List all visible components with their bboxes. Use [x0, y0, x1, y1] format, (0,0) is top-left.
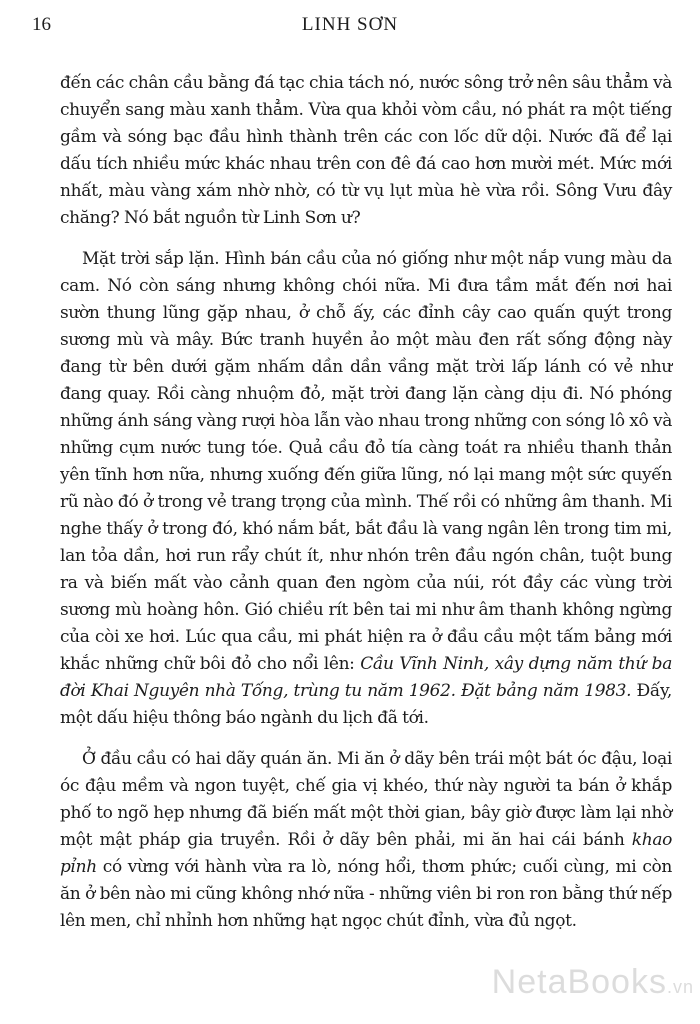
paragraph-1-text: đến các chân cầu bằng đá tạc chia tách nó, nước sông trở nên sâu thẳm và chuyển sang màu xanh thẳm. Vừa qua khỏi vòm cầu, nó phát ra một tiếng gầm và sóng bạc đầu hình thành trên các con lốc dữ dội. Nước đã để lại dấu tích nhiều mức khác nhau trên con đê đá cao hơn mười mét. Mức mới nhất, màu vàng xám nhờ nhờ, có từ vụ lụt mùa hè vừa rồi. Sông Vưu đây chăng? Nó bắt nguồn từ Linh Sơn ư? — [60, 73, 672, 228]
publisher-watermark — [492, 963, 694, 1002]
watermark-text: NetaBooks — [491, 963, 667, 1001]
paragraph-3-text: Ở đầu cầu có hai dãy quán ăn. Mi ăn ở dãy bên trái một bát óc đậu, loại óc đậu mềm và ngon tuyệt, chế gia vị khéo, thứ này người ta bán ở khắp phố to ngõ hẹp nhưng đã biến mất một thời gian, bây giờ được làm lại nhờ một mật pháp gia truyền. Rồi ở dãy bên phải, mi ăn hai cái bánh — [60, 749, 672, 850]
paragraph-3-ending: có vừng với hành vừa ra lò, nóng hổi, thơm phức; cuối cùng, mi còn ăn ở bên nào mi cũng không nhớ nữa - những viên bi ron ron bằng thứ nếp lên men, chỉ nhỉnh hơn những hạt ngọc chút đỉnh, vừa đủ ngọt. — [60, 857, 672, 931]
paragraph-2-text: Mặt trời sắp lặn. Hình bán cầu của nó giống như một nắp vung màu da cam. Nó còn sáng nhưng không chói nữa. Mi đưa tầm mắt đến nơi hai sườn thung lũng gặp nhau, ở chỗ ấy, các đỉnh cây cao quấn quýt trong sương mù và mây. Bức tranh huyền ảo một màu đen rất sống động này đang từ bên dưới gặm nhấm dần dần vầng mặt trời lấp lánh có vẻ như đang quay. Rồi càng nhuộm đỏ, mặt trời đang lặn càng dịu đi. Nó phóng những ánh sáng vàng rượi hòa lẫn vào nhau trong những con sóng lô xô và những cụm nước tung tóe. Quả cầu đỏ tía càng toát ra nhiều thanh thản yên tĩnh hơn nữa, nhưng xuống đến giữa lũng, nó lại mang một sức quyến rũ nào đó ở trong vẻ trang trọng của mình. Thế rồi có những âm thanh. Mi nghe thấy ở trong đó, khó nắm bắt, bắt đầu là vang ngân lên trong tim mi, lan tỏa dần, hơi run rẩy chút ít, như nhón trên đầu ngón chân, tuột bung ra và biến mất vào cảnh quan đen ngòm của núi, rót đầy các vùng trời sương mù hoàng hôn. Gió chiều rít bên tai mi như âm thanh không ngừng của còi xe hơi. Lúc qua cầu, mi phát hiện ra ở đầu cầu một tấm bảng mới khắc những chữ bôi đỏ cho nổi lên: — [60, 249, 672, 674]
body-text — [60, 70, 672, 935]
paragraph-1 — [60, 70, 672, 232]
paragraph-2-ending: Đấy, một dấu hiệu thông báo ngành du lịch đã tới. — [60, 681, 672, 728]
dish-name: khao pỉnh — [60, 830, 672, 877]
watermark-suffix: .vn — [666, 977, 694, 997]
page-number: 16 — [32, 14, 51, 35]
paragraph-3 — [60, 746, 672, 935]
running-header — [32, 14, 668, 38]
running-title: LINH SƠN — [301, 14, 399, 35]
sign-inscription: Cầu Vĩnh Ninh, xây dựng năm thứ ba đời Khai Nguyên nhà Tống, trùng tu năm 1962. Đặt bảng năm 1983. — [60, 654, 672, 701]
paragraph-2 — [60, 246, 672, 732]
